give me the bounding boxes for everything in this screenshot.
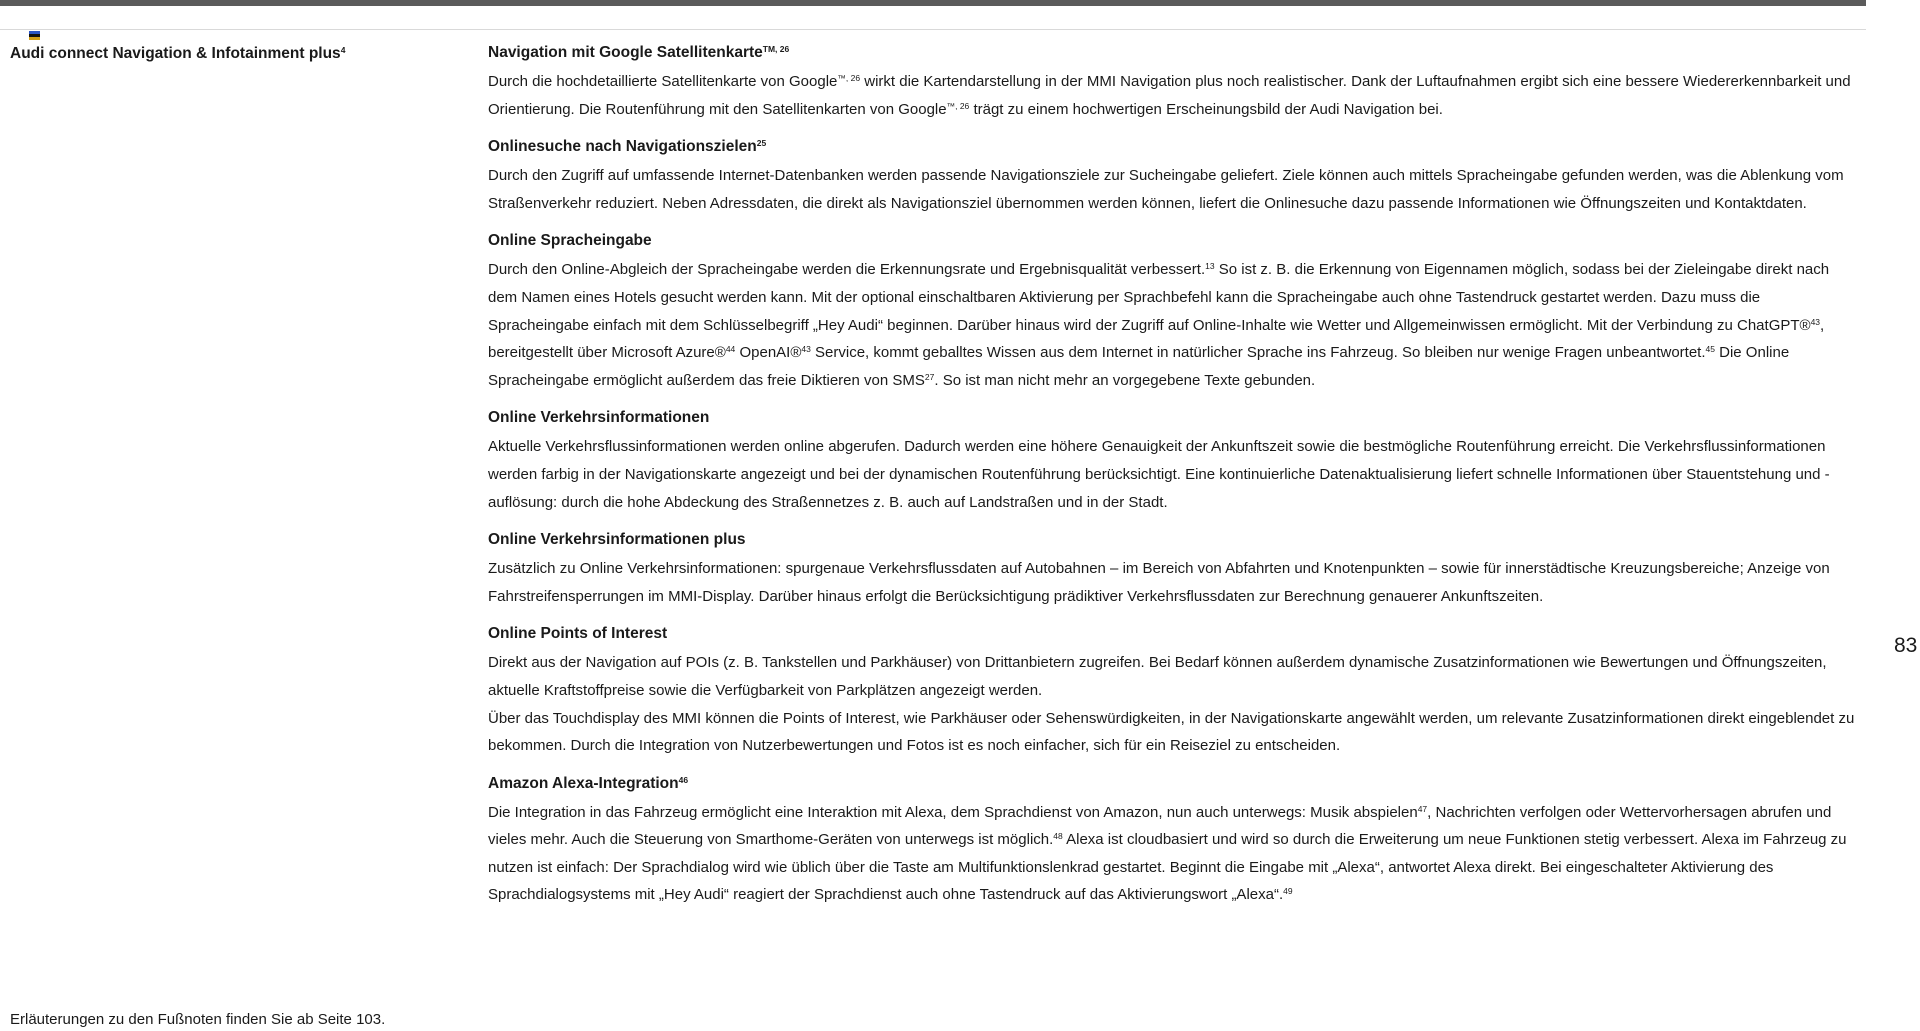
header-divider — [0, 29, 1866, 30]
flag-icon — [29, 31, 40, 40]
text-run: Die Integration in das Fahrzeug ermöglicht eine Interaktion mit Alexa, dem Sprachdienst von Amazon, nun auch unterwegs: Musik abspielen — [488, 803, 1418, 821]
footnote-ref: 4 — [340, 45, 346, 55]
text-run: So ist z. B. die Erkennung von Eigennamen möglich, sodass bei der Zieleingabe direkt nach dem Namen eines Hotels gesucht werden kann. Mit der optional einschaltbaren Aktivierung per Sprachbefehl kann die Spracheingabe auch ohne Tastendruck gestartet werden. Dazu muss die Spracheingabe einfach mit dem Schlüsselbegriff „Hey Audi“ beginnen. Darüber hinaus wird der Zugriff auf Online-Inhalte wie Wetter und Allgemeinwissen ermöglicht. Mit der Verbindung zu ChatGPT® — [488, 261, 1830, 334]
footnote-ref: 13 — [1205, 261, 1215, 272]
feature-section — [488, 408, 1858, 516]
feature-heading — [488, 530, 1858, 550]
footnote-ref: 43 — [1810, 316, 1821, 327]
feature-description — [488, 649, 1858, 704]
feature-heading — [488, 774, 1858, 794]
text-run: Onlinesuche nach Navigationszielen — [488, 138, 757, 156]
feature-section — [488, 624, 1858, 759]
text-run: wirkt die Kartendarstellung in der MMI Navigation plus noch realistischer. Dank der Luftaufnahmen ergibt sich eine bessere Wiedererkennbarkeit und Orientierung. Die Routenführung mit den Satellitenkarten von Google — [488, 73, 1851, 118]
footnote-ref: 44 — [725, 344, 736, 355]
feature-description — [488, 68, 1858, 123]
feature-heading — [488, 43, 1858, 63]
feature-description — [488, 162, 1858, 217]
feature-section — [488, 774, 1858, 909]
footnote-ref: 47 — [1417, 803, 1428, 814]
feature-description — [488, 433, 1858, 516]
footnote-ref: ™, 26 — [946, 100, 970, 111]
footnote-ref: 43 — [801, 344, 811, 355]
feature-section — [488, 530, 1858, 610]
feature-description — [488, 705, 1858, 760]
feature-list — [488, 43, 1858, 923]
text-run: Direkt aus der Navigation auf POIs (z. B. Tankstellen und Parkhäuser) von Drittanbietern zugreifen. Bei Bedarf können außerdem dynamische Zusatzinformationen wie Bewertungen und Öffnungszeiten, aktuelle Kraftstoffpreise sowie die Verfügbarkeit von Parkplätzen angezeigt werden. — [488, 654, 1827, 699]
section-title-text: Audi connect Navigation & Infotainment plus — [10, 45, 341, 62]
footnote-ref: 45 — [1705, 344, 1715, 355]
text-run: trägt zu einem hochwertigen Erscheinungsbild der Audi Navigation bei. — [969, 100, 1443, 118]
footnote-ref: 49 — [1283, 886, 1293, 897]
feature-description — [488, 256, 1858, 394]
text-run: Die Online Spracheingabe ermöglicht außerdem das freie Diktieren von SMS — [488, 344, 1790, 389]
text-run: Aktuelle Verkehrsflussinformationen werden online abgerufen. Dadurch werden eine höhere Genauigkeit der Ankunftszeit sowie die bestmögliche Routenführung erreicht. Die Verkehrsflussinformationen werden farbig in der Navigationskarte angezeigt und bei der dynamischen Routenführung berücksichtigt. Eine kontinuierliche Datenaktualisierung liefert schnelle Informationen über Stauentstehung und -auflösung: durch die hohe Abdeckung des Straßennetzes z. B. auch auf Landstraßen und in der Stadt. — [488, 438, 1830, 511]
section-title — [10, 44, 450, 64]
feature-heading — [488, 408, 1858, 428]
footnote-reference-note: Erläuterungen zu den Fußnoten finden Sie ab Seite 103. — [10, 1011, 386, 1028]
flag-stripe — [29, 37, 40, 40]
text-run: Online Verkehrsinformationen plus — [488, 531, 746, 549]
feature-section — [488, 231, 1858, 394]
footnote-ref: TM, 26 — [762, 44, 790, 54]
page-number: 83 — [1894, 634, 1918, 657]
top-rule — [0, 0, 1866, 6]
feature-heading — [488, 624, 1858, 644]
text-run: , Nachrichten verfolgen oder Wettervorhersagen abrufen und vieles mehr. Auch die Steuerung von Smarthome-Geräten von unterwegs ist möglich. — [488, 803, 1832, 849]
text-run: Amazon Alexa-Integration — [488, 774, 679, 792]
text-run: Zusätzlich zu Online Verkehrsinformationen: spurgenaue Verkehrsflussdaten auf Autobahnen – im Bereich von Abfahrten und Knotenpunkten – sowie für innerstädtische Kreuzungsbereiche; Anzeige von Fahrstreifensperrungen im MMI-Display. Darüber hinaus erfolgt die Berücksichtigung prädiktiver Verkehrsflussdaten zur Berechnung genauerer Ankunftszeiten. — [488, 560, 1830, 605]
feature-description — [488, 799, 1858, 909]
footnote-ref: 46 — [678, 774, 689, 785]
feature-description — [488, 555, 1858, 610]
feature-heading — [488, 231, 1858, 251]
text-run: Online Spracheingabe — [488, 232, 652, 250]
footnote-ref: ™, 26 — [837, 73, 861, 83]
footnote-ref: 27 — [924, 371, 935, 382]
text-run: , bereitgestellt über Microsoft Azure® — [488, 316, 1825, 362]
footnote-ref: 25 — [756, 138, 767, 149]
text-run: Navigation mit Google Satellitenkarte — [488, 44, 763, 61]
text-run: Online Points of Interest — [488, 625, 668, 643]
text-run: Online Verkehrsinformationen — [488, 409, 710, 427]
text-run: Durch die hochdetaillierte Satellitenkarte von Google — [488, 73, 838, 90]
text-run: . So ist man nicht mehr an vorgegebene Texte gebunden. — [934, 371, 1316, 389]
text-run: Durch den Zugriff auf umfassende Internet-Datenbanken werden passende Navigationsziele zur Sucheingabe geliefert. Ziele können auch mittels Spracheingabe gefunden werden, was die Ablenkung vom Straßenverkehr reduziert. Neben Adressdaten, die direkt als Navigationsziel übernommen werden können, liefert die Onlinesuche dazu passende Informationen wie Öffnungszeiten und Kontaktdaten. — [488, 167, 1844, 212]
text-run: Service, kommt geballtes Wissen aus dem Internet in natürlicher Sprache ins Fahrzeug. So bleiben nur wenige Fragen unbeantwortet. — [810, 344, 1706, 362]
feature-heading — [488, 137, 1858, 157]
text-run: Alexa ist cloudbasiert und wird so durch die Erweiterung um neue Funktionen stetig verbessert. Alexa im Fahrzeug zu nutzen ist einfach: Der Sprachdialog wird wie üblich über die Taste am Multifunktionslenkrad gestartet. Beginnt die Eingabe mit „Alexa“, antwortet Alexa direkt. Bei eingeschalteter Aktivierung des Sprachdialogsystems mit „Hey Audi“ reagiert der Sprachdienst auch ohne Tastendruck auf das Aktivierungswort „Alexa“. — [488, 831, 1847, 904]
feature-section — [488, 137, 1858, 217]
text-run: OpenAI® — [735, 344, 802, 362]
text-run: Über das Touchdisplay des MMI können die Points of Interest, wie Parkhäuser oder Sehenswürdigkeiten, in der Navigationskarte angewählt werden, um relevante Zusatzinformationen direkt eingeblendet zu bekommen. Durch die Integration von Nutzerbewertungen und Fotos ist es noch einfacher, sich für ein Reiseziel zu entscheiden. — [488, 709, 1855, 755]
feature-section — [488, 43, 1858, 123]
footnote-ref: 48 — [1053, 831, 1063, 842]
text-run: Durch den Online-Abgleich der Spracheingabe werden die Erkennungsrate und Ergebnisqualität verbessert. — [488, 261, 1206, 279]
